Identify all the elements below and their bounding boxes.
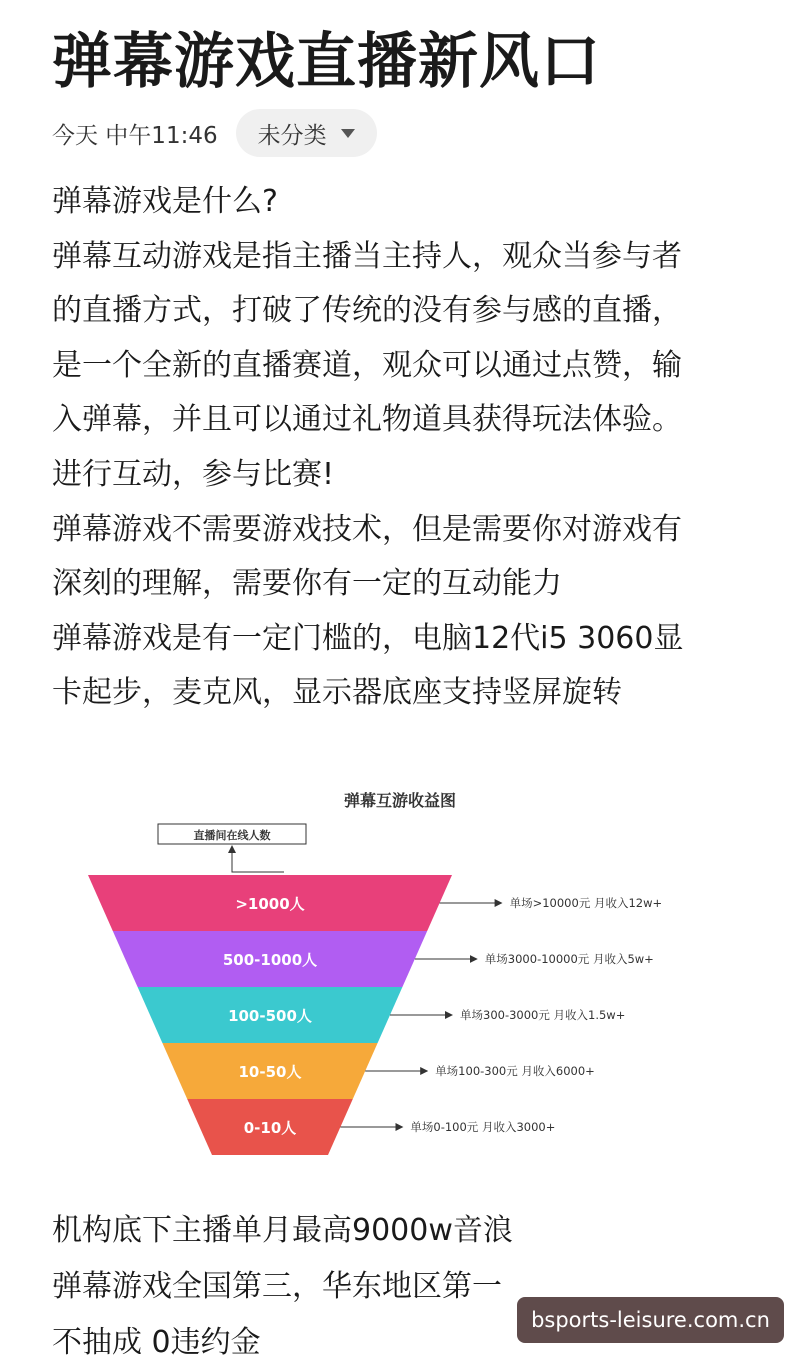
body-line: 入弹幕，并且可以通过礼物道具获得玩法体验。	[52, 402, 682, 438]
body-line: 是一个全新的直播赛道，观众可以通过点赞，输	[52, 347, 682, 383]
body-line: 进行互动，参与比赛!	[52, 456, 335, 492]
income-label: 单场100-300元 月收入6000+	[435, 1064, 595, 1078]
footer-line: 不抽成 0违约金	[52, 1325, 261, 1360]
income-label: 单场3000-10000元 月收入5w+	[484, 952, 654, 966]
watermark: bsports-leisure.com.cn	[517, 1297, 784, 1343]
funnel-level-label: >1000人	[235, 895, 305, 913]
axis-label: 直播间在线人数	[193, 829, 271, 842]
funnel-level-label: 100-500人	[228, 1007, 312, 1025]
income-label: 单场300-3000元 月收入1.5w+	[460, 1008, 626, 1022]
article-body	[52, 175, 772, 721]
footer-line: 弹幕游戏全国第三，华东地区第一	[52, 1269, 502, 1304]
funnel-level-label: 500-1000人	[222, 951, 318, 969]
body-line: 的直播方式，打破了传统的没有参与感的直播，	[52, 293, 682, 329]
funnel-level-label: 10-50人	[238, 1063, 302, 1081]
body-line: 弹幕游戏是什么?	[52, 184, 278, 219]
income-label: 单场>10000元 月收入12w+	[509, 896, 663, 910]
post-time: 今天 中午11:46	[52, 122, 218, 149]
footer-line: 机构底下主播单月最高9000w音浪	[52, 1213, 513, 1248]
article-footer	[52, 1203, 513, 1371]
chart-title: 弹幕互游收益图	[343, 791, 457, 810]
article-title: 弹幕游戏直播新风口	[52, 27, 601, 97]
axis-arrow	[232, 846, 284, 872]
body-line: 卡起步，麦克风，显示器底座支持竖屏旋转	[52, 675, 622, 711]
income-label: 单场0-100元 月收入3000+	[410, 1120, 556, 1134]
category-dropdown[interactable]	[236, 109, 377, 157]
body-line: 深刻的理解，需要你有一定的互动能力	[52, 566, 562, 602]
body-line: 弹幕互动游戏是指主播当主持人，观众当参与者	[52, 238, 682, 274]
article-meta	[52, 108, 377, 158]
body-line: 弹幕游戏不需要游戏技术，但是需要你对游戏有	[52, 511, 682, 547]
category-label: 未分类	[257, 122, 327, 149]
funnel-level-label: 0-10人	[243, 1119, 297, 1137]
income-funnel-chart	[80, 780, 720, 1170]
triangle-down-icon	[341, 129, 355, 138]
body-line: 弹幕游戏是有一定门槛的，电脑12代i5 3060显	[52, 620, 684, 656]
